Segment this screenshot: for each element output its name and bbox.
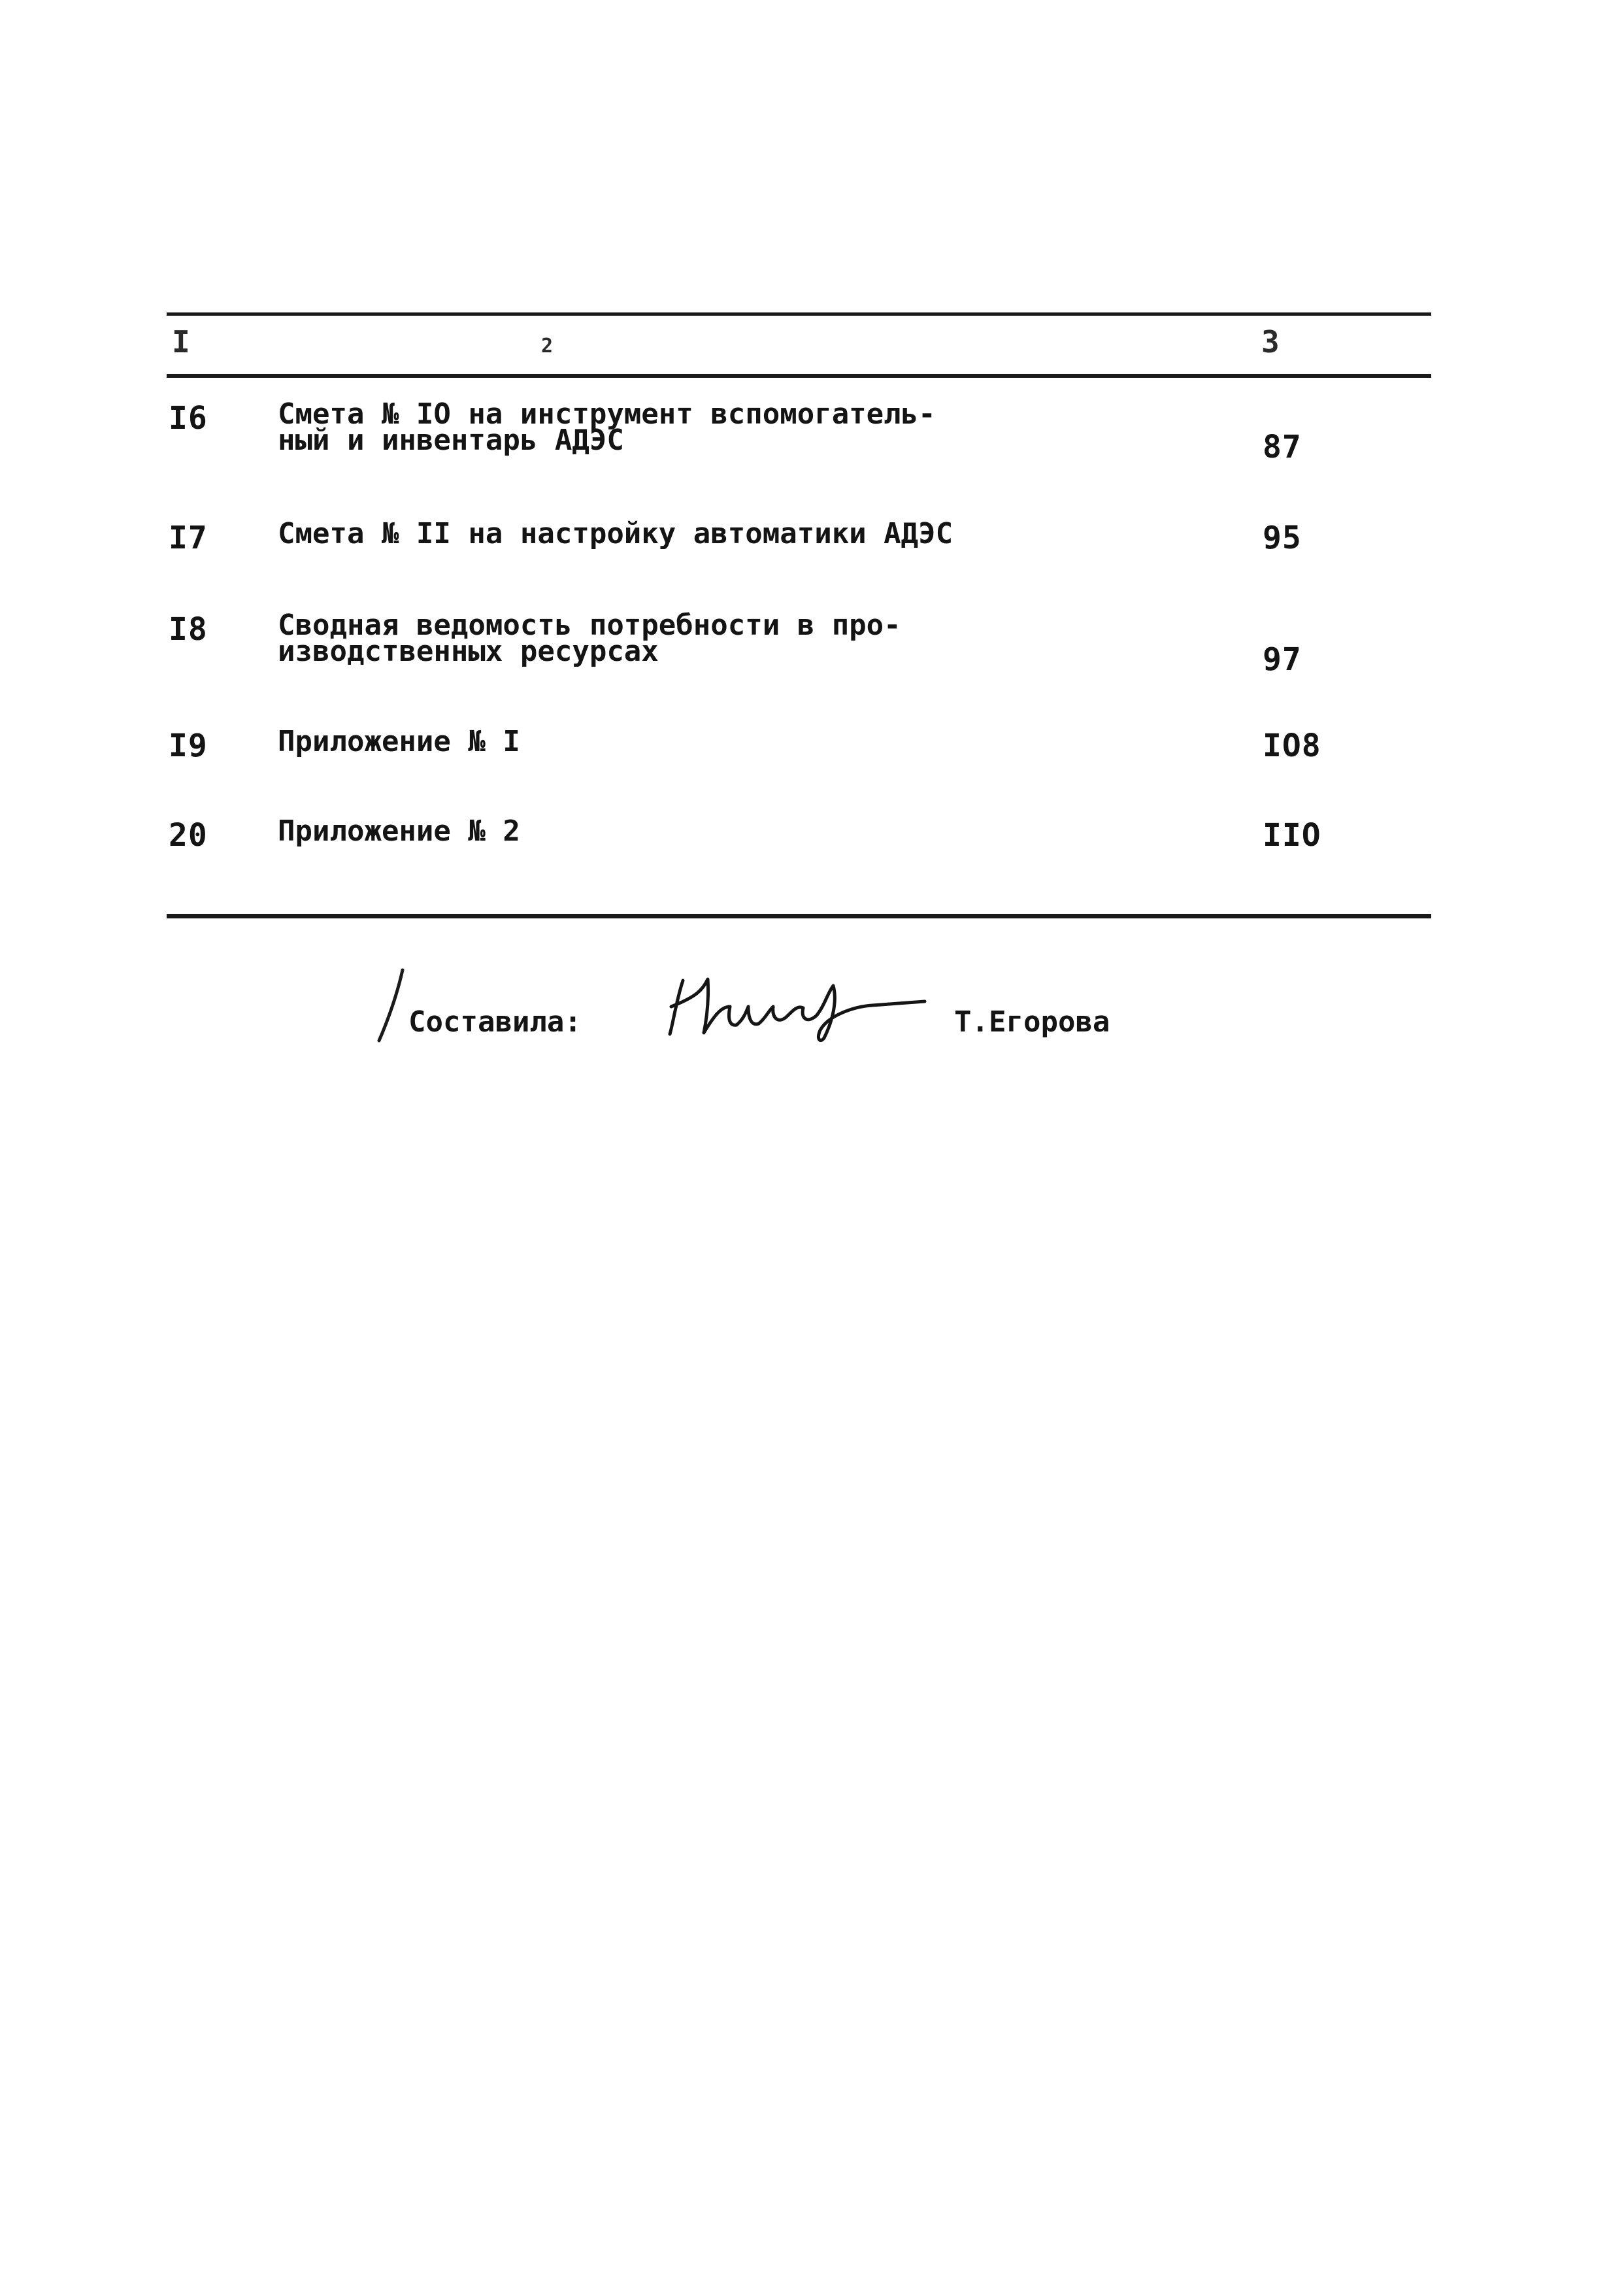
signature-block <box>366 948 1216 1052</box>
column-header-page: 3 <box>1261 324 1280 360</box>
row-page-number: 97 <box>1263 641 1302 678</box>
slash-mark <box>374 967 413 1046</box>
table-header-rule <box>167 374 1431 378</box>
row-page-number: 95 <box>1263 520 1302 556</box>
signature-label: Составила: <box>408 1005 582 1039</box>
row-title: Приложение № 2 <box>278 814 520 848</box>
table-top-rule <box>167 312 1431 316</box>
row-title: Сводная ведомость потребности в про- изводственных ресурсах <box>278 609 901 668</box>
row-number: 20 <box>169 817 208 854</box>
row-number: I7 <box>169 520 208 556</box>
signatory-name: Т.Егорова <box>954 1005 1110 1039</box>
row-number: I9 <box>169 728 208 764</box>
column-header-title: 2 <box>541 335 554 358</box>
table-bottom-rule <box>167 914 1431 918</box>
row-page-number: 87 <box>1263 429 1302 465</box>
row-page-number: IIO <box>1263 817 1321 854</box>
row-number: I8 <box>169 611 208 648</box>
row-page-number: IO8 <box>1263 728 1321 764</box>
row-title: Смета № IO на инструмент вспомогатель- ный и инвентарь АДЭС <box>278 397 936 457</box>
row-title: Приложение № I <box>278 725 520 758</box>
column-header-number: I <box>172 324 190 360</box>
handwritten-signature <box>657 961 931 1046</box>
row-title: Смета № II на настройку автоматики АДЭС <box>278 517 953 550</box>
row-number: I6 <box>169 400 208 437</box>
